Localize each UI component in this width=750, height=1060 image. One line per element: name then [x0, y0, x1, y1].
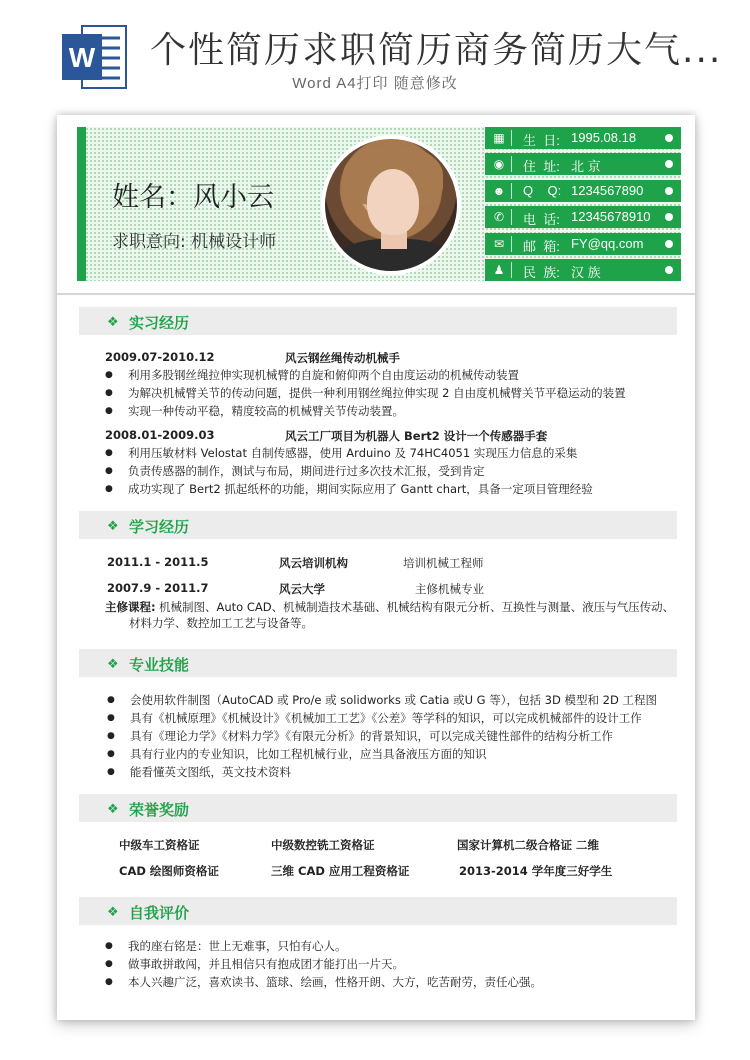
courses-text: 材料力学、数控加工工艺与设备等。 [129, 616, 313, 630]
section-title: 专业技能 [129, 656, 190, 674]
section-header-education [79, 511, 677, 539]
info-row [485, 206, 681, 228]
list-item: ● 实现一种传动平稳，精度较高的机械臂关节传动装置。 [128, 403, 404, 419]
person-name: 姓名：风小云 [112, 182, 274, 213]
dot-icon [665, 134, 673, 142]
info-value: 汉 族 [571, 264, 601, 280]
job-title: 风云工厂项目为机器人 Bert2 设计一个传感器手套 [285, 429, 548, 443]
list-item: ● 会使用软件制图（AutoCAD 或 Pro/e 或 solidworks 或 Catia 或U G 等），包括 3D 模型和 2D 工程图 [130, 692, 657, 708]
section-title: 实习经历 [129, 314, 190, 332]
honor-item: 中级车工资格证 [119, 838, 200, 852]
people-icon: ♟ [493, 262, 505, 277]
edu-org: 风云大学 [279, 582, 325, 596]
diamond-icon: ❖ [107, 656, 119, 671]
info-value: 北 京 [571, 159, 601, 175]
section-title: 学习经历 [129, 518, 190, 536]
edu-major: 培训机械工程师 [403, 556, 484, 570]
list-item: ● 成功实现了 Bert2 抓起纸杯的功能，期间实际应用了 Gantt chart，具备一定项目管理经验 [128, 481, 593, 497]
info-row [485, 259, 681, 281]
job-intent: 求职意向: 机械设计师 [112, 232, 277, 252]
honor-item: 2013-2014 学年度三好学生 [459, 864, 613, 878]
divider [57, 293, 695, 295]
list-item: ● 具有《机械原理》《机械设计》《机械加工工艺》《公差》等学科的知识，可以完成机械部件的设计工作 [130, 710, 642, 726]
info-value: FY@qq.com [571, 235, 644, 251]
list-item: ● 利用压敏材料 Velostat 自制传感器，使用 Arduino 及 74HC4051 实现压力信息的采集 [128, 445, 577, 461]
list-item: ● 本人兴趣广泛，喜欢读书、篮球、绘画，性格开朗、大方，吃苦耐劳，责任心强。 [128, 974, 542, 990]
info-label: 住 址: [523, 159, 560, 175]
list-item: ● 做事敢拼敢闯，并且相信只有抱成团才能打出一片天。 [128, 956, 404, 972]
list-item: ● 负责传感器的制作，测试与布局，期间进行过多次技术汇报，受到肯定 [128, 463, 485, 479]
info-value: 12345678910 [571, 209, 651, 225]
list-item: ● 利用多股钢丝绳拉伸实现机械臂的自旋和俯仰两个自由度运动的机械传动装置 [128, 367, 519, 383]
edu-date: 2011.1 - 2011.5 [107, 555, 209, 569]
qq-icon: ☻ [492, 183, 506, 198]
document-subtitle: Word A4打印 随意修改 [292, 75, 458, 92]
job-date: 2009.07-2010.12 [105, 350, 215, 364]
list-item: ● 具有《理论力学》《材料力学》《有限元分析》的背景知识，可以完成关键性部件的结构分析工作 [130, 728, 613, 744]
list-item: ● 具有行业内的专业知识，比如工程机械行业，应当具备液压方面的知识 [130, 746, 487, 762]
edu-org: 风云培训机构 [279, 556, 348, 570]
info-row [485, 233, 681, 255]
honor-item: 国家计算机二级合格证 二维 [457, 838, 600, 852]
section-header-skills [79, 649, 677, 677]
document-title: 个性简历求职简历商务简历大气... [150, 30, 723, 71]
edu-date: 2007.9 - 2011.7 [107, 581, 209, 595]
info-label: Q Q: [523, 182, 562, 198]
svg-text:W: W [68, 42, 96, 73]
section-header-self [79, 897, 677, 925]
dot-icon [665, 213, 673, 221]
top-banner [0, 0, 750, 105]
info-label: 电 话: [523, 212, 560, 228]
info-value: 1234567890 [571, 182, 644, 198]
list-item: ● 我的座右铭是：世上无难事，只怕有心人。 [128, 938, 347, 954]
section-header-honors [79, 794, 677, 822]
accent-bar [77, 127, 86, 281]
diamond-icon: ❖ [107, 518, 119, 533]
profile-photo [321, 135, 461, 275]
honor-item: CAD 绘图师资格证 [119, 864, 219, 878]
diamond-icon: ❖ [107, 801, 119, 816]
mail-icon: ✉ [493, 236, 505, 251]
personal-info-list [485, 127, 681, 285]
info-row [485, 180, 681, 202]
info-value: 1995.08.18 [571, 130, 637, 145]
list-item: ● 为解决机械臂关节的传动问题，提供一种利用钢丝绳拉伸实现 2 自由度机械臂关节平稳运动的装置 [128, 385, 626, 401]
section-title: 荣誉奖励 [129, 801, 190, 819]
resume-page [57, 115, 695, 1020]
dot-icon [665, 187, 673, 195]
info-label: 民 族: [523, 264, 560, 280]
calendar-icon: ▦ [493, 131, 505, 145]
info-row [485, 127, 681, 149]
location-icon: ◉ [493, 157, 505, 172]
courses-text: 机械制图、Auto CAD、机械制造技术基础、机械结构有限元分析、互换性与测量、液压与气压传动、 [159, 600, 675, 614]
phone-icon: ✆ [493, 210, 505, 225]
dot-icon [665, 266, 673, 274]
list-item: ● 能看懂英文图纸，英文技术资料 [130, 764, 291, 780]
job-date: 2008.01-2009.03 [105, 428, 215, 442]
diamond-icon: ❖ [107, 904, 119, 919]
honor-item: 中级数控铣工资格证 [271, 838, 375, 852]
info-row [485, 153, 681, 175]
dot-icon [665, 240, 673, 248]
info-label: 生 日: [523, 133, 560, 148]
section-title: 自我评价 [129, 904, 190, 922]
diamond-icon: ❖ [107, 314, 119, 329]
courses-label: 主修课程: [105, 600, 156, 614]
edu-major: 主修机械专业 [415, 582, 484, 596]
dot-icon [665, 160, 673, 168]
profile-header [77, 127, 681, 281]
section-header-internship [79, 307, 677, 335]
info-label: 邮 箱: [523, 238, 560, 254]
job-title: 风云钢丝绳传动机械手 [285, 351, 400, 365]
honor-item: 三维 CAD 应用工程资格证 [271, 864, 410, 878]
